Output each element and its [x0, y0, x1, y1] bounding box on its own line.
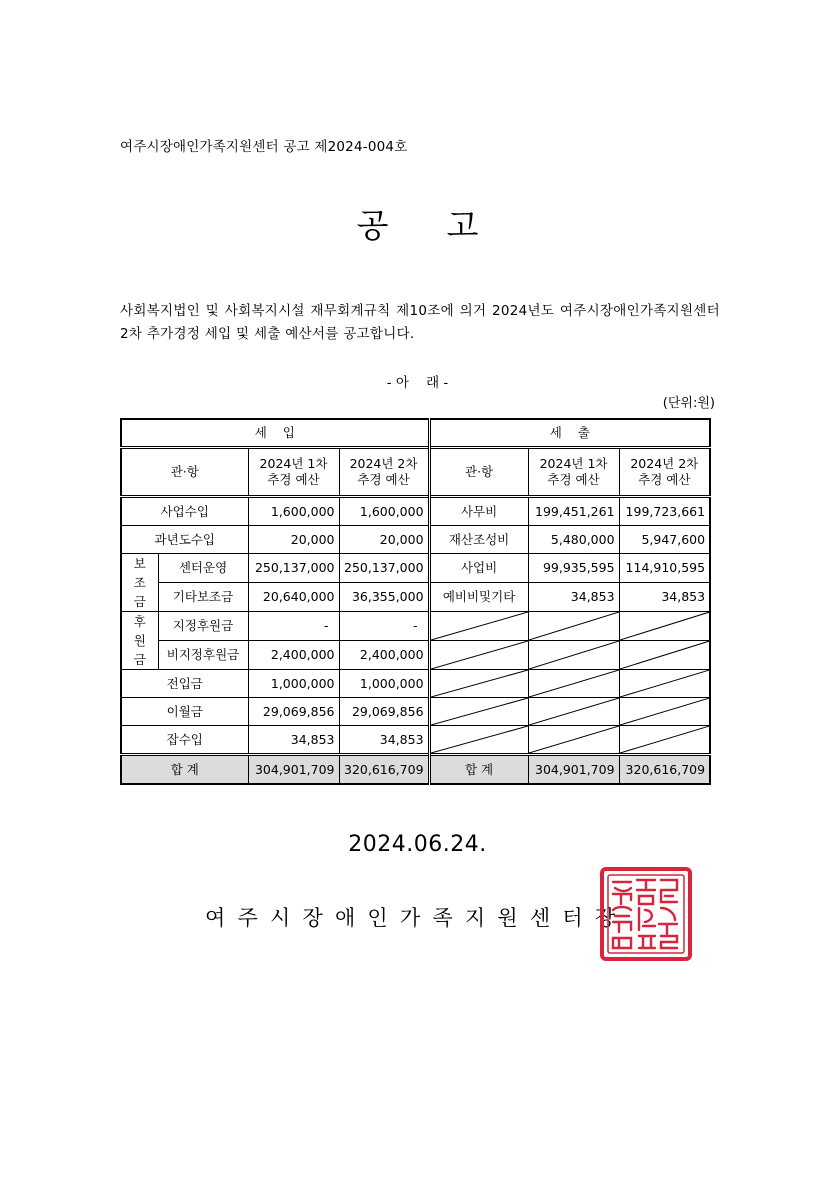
empty-cell [429, 670, 528, 698]
expense-header: 세 출 [429, 419, 710, 448]
title-char-1: 공 [356, 206, 389, 245]
table-row [121, 726, 710, 755]
income-label: 지정후원금 [158, 612, 248, 641]
arae-heading: - 아 래 - [386, 375, 449, 391]
expense-b1: 5,480,000 [528, 526, 619, 554]
income-label: 이월금 [121, 698, 248, 726]
income-label: 기타보조금 [158, 583, 248, 612]
income-col-gwanhang: 관·항 [121, 448, 248, 497]
notice-date: 2024.06.24. [348, 832, 487, 857]
expense-b2: 114,910,595 [619, 554, 710, 583]
empty-cell [429, 641, 528, 670]
issuer-name: 여주시장애인가족지원센터장 [205, 906, 628, 930]
unit-label: (단위:원) [662, 396, 715, 411]
income-b2: 29,069,856 [339, 698, 429, 726]
empty-cell [619, 641, 710, 670]
diagonal-line [431, 726, 528, 753]
expense-label: 사업비 [429, 554, 528, 583]
expense-b2: 5,947,600 [619, 526, 710, 554]
empty-cell [528, 698, 619, 726]
table-row [121, 612, 710, 641]
empty-cell [528, 670, 619, 698]
diagonal-line [620, 641, 710, 669]
notice-number: 여주시장애인가족지원센터 공고 제2024-004호 [120, 139, 408, 155]
expense-label: 사무비 [429, 497, 528, 526]
expense-label: 재산조성비 [429, 526, 528, 554]
group-donation: 후원금 [121, 612, 158, 670]
empty-cell [619, 612, 710, 641]
empty-cell [619, 698, 710, 726]
income-b2: 20,000 [339, 526, 429, 554]
income-col-budget2: 2024년 2차 추경 예산 [339, 448, 429, 497]
diagonal-line [431, 612, 528, 640]
diagonal-line [529, 698, 619, 725]
income-b2: 1,600,000 [339, 497, 429, 526]
income-total-b2: 320,616,709 [339, 755, 429, 785]
income-b2: 36,355,000 [339, 583, 429, 612]
table-row [121, 670, 710, 698]
income-b2: 250,137,000 [339, 554, 429, 583]
income-b2: - [339, 612, 429, 641]
expense-b1: 99,935,595 [528, 554, 619, 583]
expense-col-gwanhang: 관·항 [429, 448, 528, 497]
diagonal-line [529, 670, 619, 697]
expense-total-b1: 304,901,709 [528, 755, 619, 785]
income-b2: 1,000,000 [339, 670, 429, 698]
expense-total-b2: 320,616,709 [619, 755, 710, 785]
income-label: 사업수입 [121, 497, 248, 526]
diagonal-line [620, 698, 710, 725]
empty-cell [429, 698, 528, 726]
income-b1: 20,640,000 [248, 583, 339, 612]
empty-cell [528, 612, 619, 641]
notice-body: 사회복지법인 및 사회복지시설 재무회계규칙 제10조에 의거 2024년도 여주시장애인가족지원센터 2차 추가경정 세입 및 세출 예산서를 공고합니다. [120, 303, 720, 342]
empty-cell [619, 670, 710, 698]
total-row [121, 755, 710, 785]
income-label: 비지정후원금 [158, 641, 248, 670]
diagonal-line [431, 698, 528, 725]
expense-col-budget1: 2024년 1차 추경 예산 [528, 448, 619, 497]
income-col-budget1: 2024년 1차 추경 예산 [248, 448, 339, 497]
income-b2: 2,400,000 [339, 641, 429, 670]
diagonal-line [431, 670, 528, 697]
budget-table [120, 418, 711, 785]
expense-b1: 199,451,261 [528, 497, 619, 526]
income-b1: 1,000,000 [248, 670, 339, 698]
income-b1: - [248, 612, 339, 641]
expense-b2: 34,853 [619, 583, 710, 612]
notice-title [0, 200, 835, 247]
empty-cell [429, 726, 528, 755]
diagonal-line [529, 612, 619, 640]
income-b1: 1,600,000 [248, 497, 339, 526]
expense-total-label: 합 계 [429, 755, 528, 785]
diagonal-line [431, 641, 528, 669]
income-label: 전입금 [121, 670, 248, 698]
table-row [121, 554, 710, 583]
expense-b1: 34,853 [528, 583, 619, 612]
income-b1: 250,137,000 [248, 554, 339, 583]
income-b1: 34,853 [248, 726, 339, 755]
empty-cell [528, 726, 619, 755]
expense-label: 예비비및기타 [429, 583, 528, 612]
empty-cell [528, 641, 619, 670]
income-total-label: 합 계 [121, 755, 248, 785]
table-row [121, 497, 710, 526]
income-b1: 29,069,856 [248, 698, 339, 726]
table-row [121, 698, 710, 726]
expense-col-budget2: 2024년 2차 추경 예산 [619, 448, 710, 497]
income-total-b1: 304,901,709 [248, 755, 339, 785]
income-b1: 20,000 [248, 526, 339, 554]
diagonal-line [620, 726, 710, 753]
empty-cell [429, 612, 528, 641]
income-b1: 2,400,000 [248, 641, 339, 670]
income-header: 세 입 [121, 419, 429, 448]
diagonal-line [620, 670, 710, 697]
group-subsidy: 보조금 [121, 554, 158, 612]
table-row [121, 641, 710, 670]
expense-b2: 199,723,661 [619, 497, 710, 526]
table-row [121, 526, 710, 554]
title-char-2: 고 [446, 206, 479, 245]
income-label: 잡수입 [121, 726, 248, 755]
empty-cell [619, 726, 710, 755]
income-label: 센터운영 [158, 554, 248, 583]
income-b2: 34,853 [339, 726, 429, 755]
diagonal-line [529, 641, 619, 669]
official-seal-icon [599, 866, 693, 962]
table-row [121, 583, 710, 612]
diagonal-line [529, 726, 619, 753]
diagonal-line [620, 612, 710, 640]
income-label: 과년도수입 [121, 526, 248, 554]
